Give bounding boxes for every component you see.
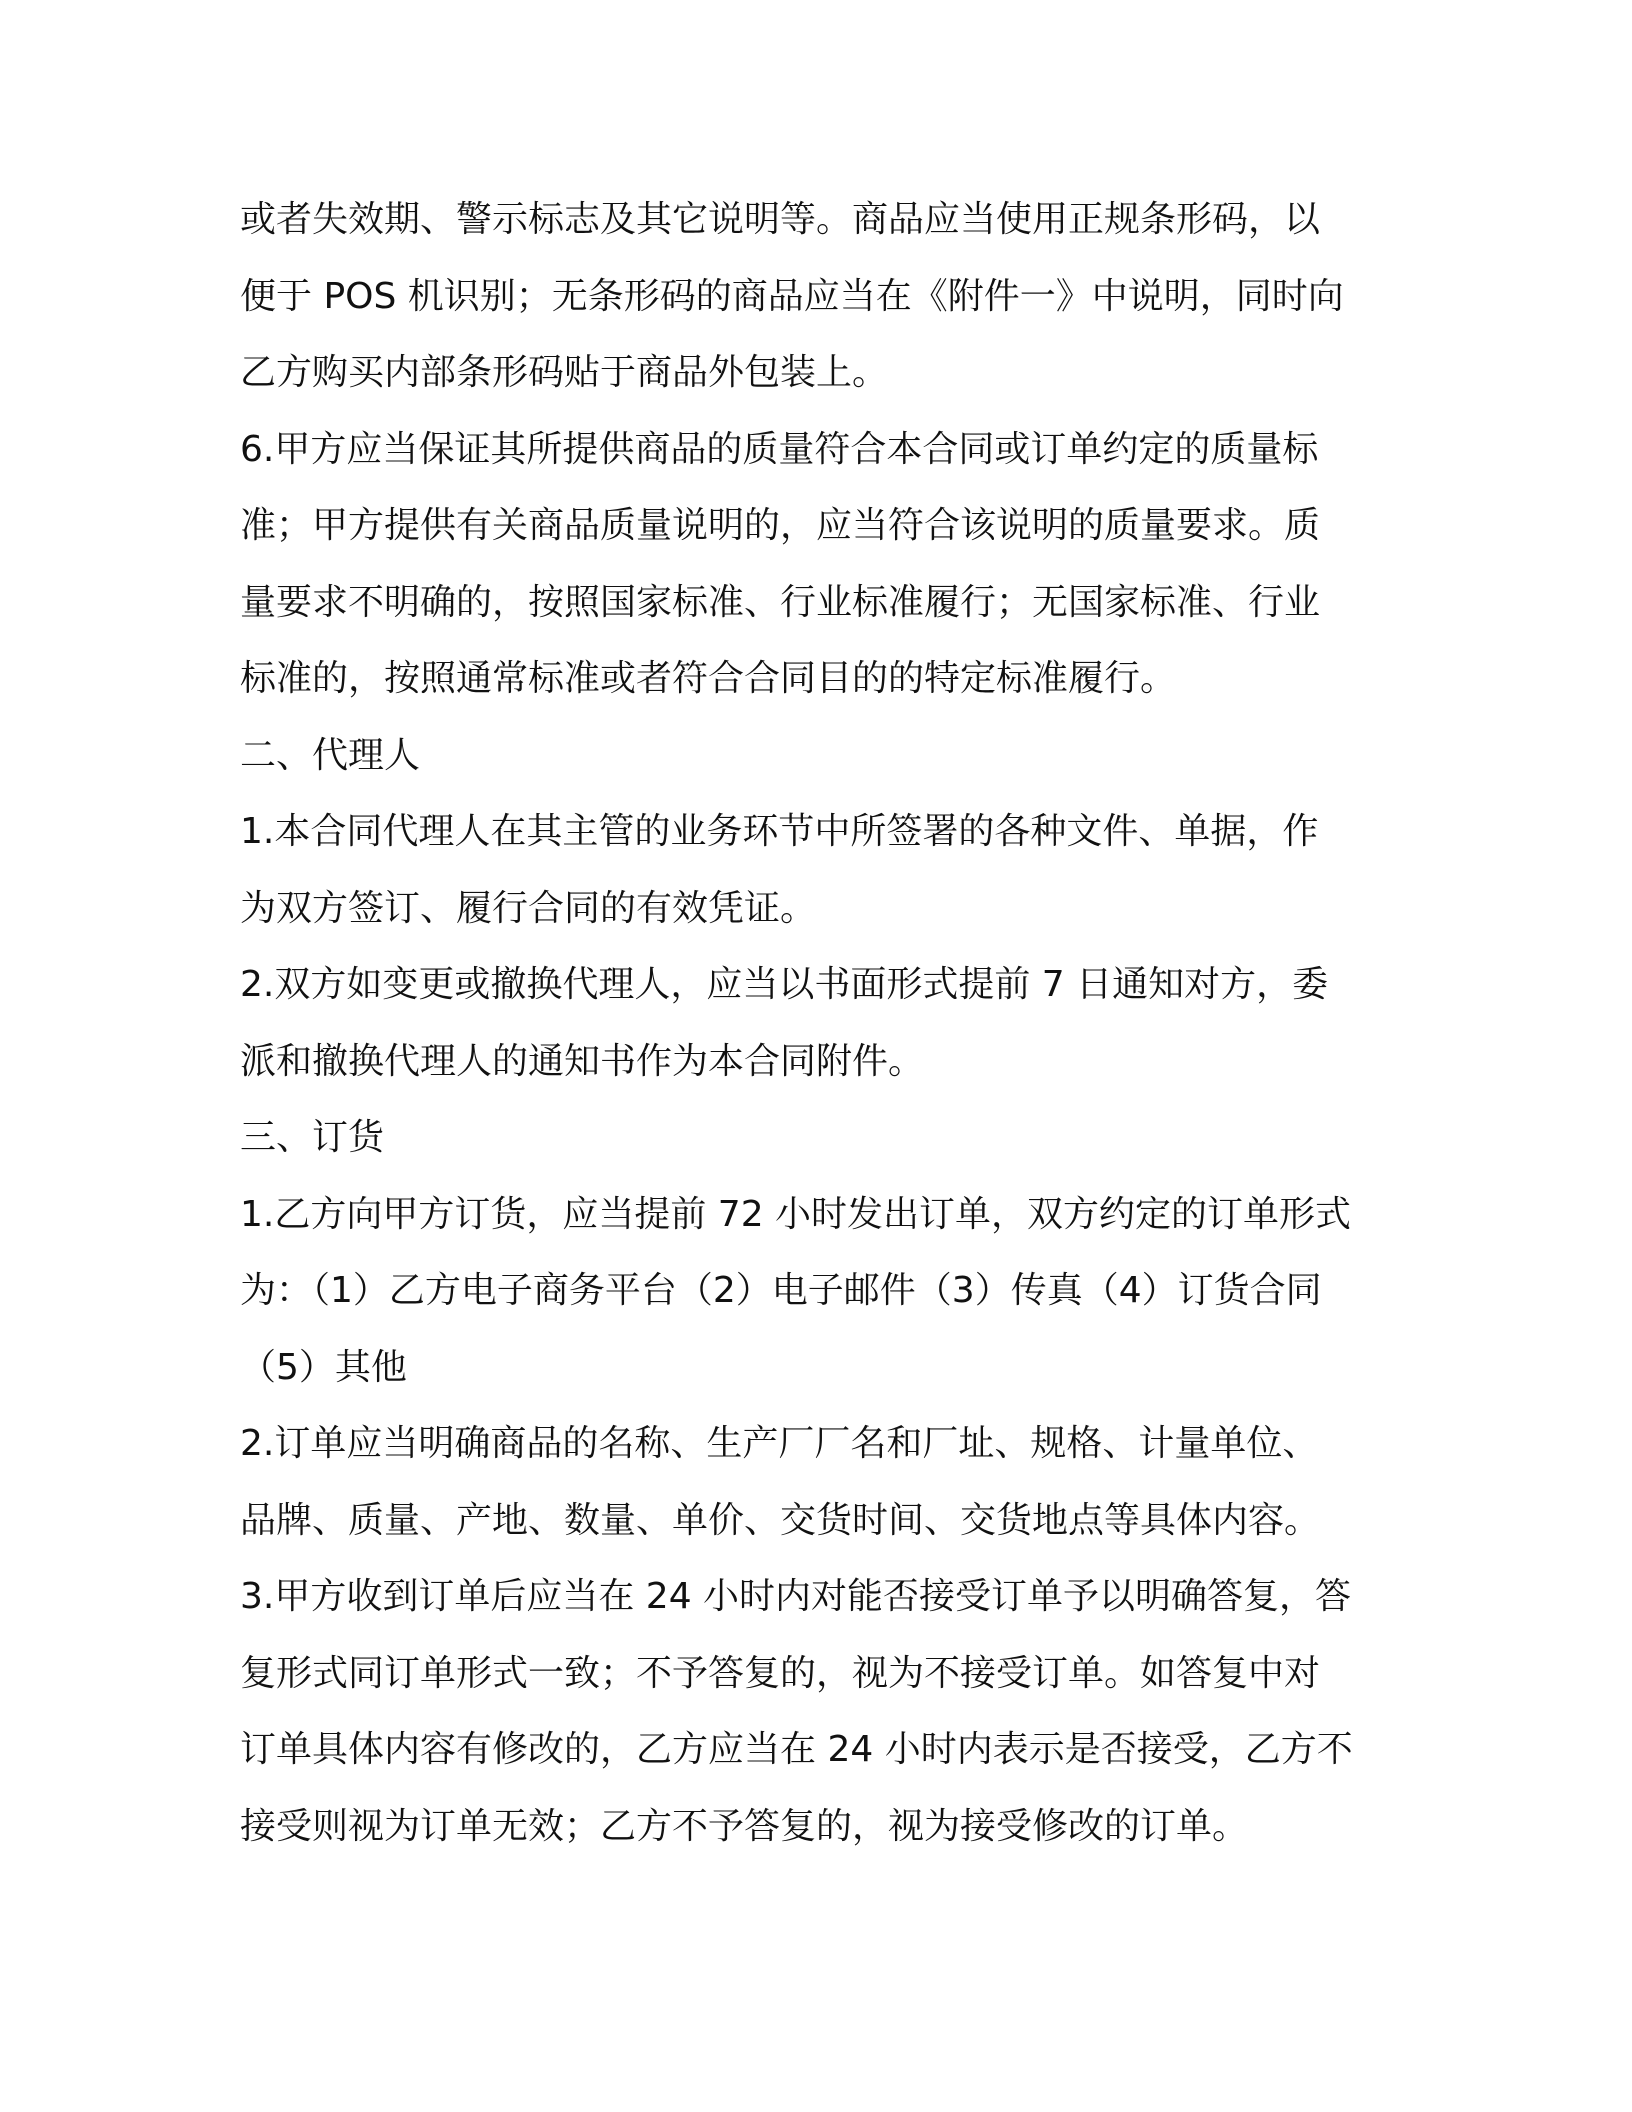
- text-line: 2.双方如变更或撤换代理人，应当以书面形式提前 7 日通知对方，委: [240, 964, 1329, 1005]
- section-heading: 三、订货: [240, 1117, 385, 1158]
- text-line: 6.甲方应当保证其所提供商品的质量符合本合同或订单约定的质量标: [240, 428, 1319, 470]
- section-heading: 二、代理人: [240, 734, 421, 776]
- text-line: 为：（1）乙方电子商务平台（2）电子邮件（3）传真（4）订货合同: [240, 1270, 1322, 1311]
- text-line: 派和撤换代理人的通知书作为本合同附件。: [240, 1040, 925, 1082]
- text-line: 订单具体内容有修改的，乙方应当在 24 小时内表示是否接受，乙方不: [240, 1729, 1353, 1770]
- text-line: 接受则视为订单无效；乙方不予答复的，视为接受修改的订单。: [240, 1805, 1249, 1847]
- text-line: 3.甲方收到订单后应当在 24 小时内对能否接受订单予以明确答复，答: [240, 1576, 1352, 1617]
- text-line: （5）其他: [240, 1346, 407, 1388]
- text-line: 准；甲方提供有关商品质量说明的，应当符合该说明的质量要求。质: [240, 505, 1321, 546]
- text-line: 1.本合同代理人在其主管的业务环节中所签署的各种文件、单据，作: [240, 811, 1319, 852]
- text-line: 1.乙方向甲方订货，应当提前 72 小时发出订单，双方约定的订单形式: [240, 1193, 1352, 1235]
- text-line: 为双方签订、履行合同的有效凭证。: [240, 887, 817, 929]
- text-line: 量要求不明确的，按照国家标准、行业标准履行；无国家标准、行业: [240, 581, 1321, 623]
- text-line: 便于 POS 机识别；无条形码的商品应当在《附件一》中说明，同时向: [240, 275, 1344, 317]
- text-line: 复形式同订单形式一致；不予答复的，视为不接受订单。如答复中对: [240, 1652, 1321, 1694]
- text-line: 乙方购买内部条形码贴于商品外包装上。: [240, 352, 889, 393]
- text-line: 品牌、质量、产地、数量、单价、交货时间、交货地点等具体内容。: [240, 1499, 1321, 1541]
- text-line: 2.订单应当明确商品的名称、生产厂厂名和厂址、规格、计量单位、: [240, 1423, 1319, 1464]
- document-body: [240, 182, 1400, 1865]
- text-line: 标准的，按照通常标准或者符合合同目的的特定标准履行。: [240, 658, 1177, 699]
- text-line: 或者失效期、警示标志及其它说明等。商品应当使用正规条形码，以: [240, 199, 1321, 240]
